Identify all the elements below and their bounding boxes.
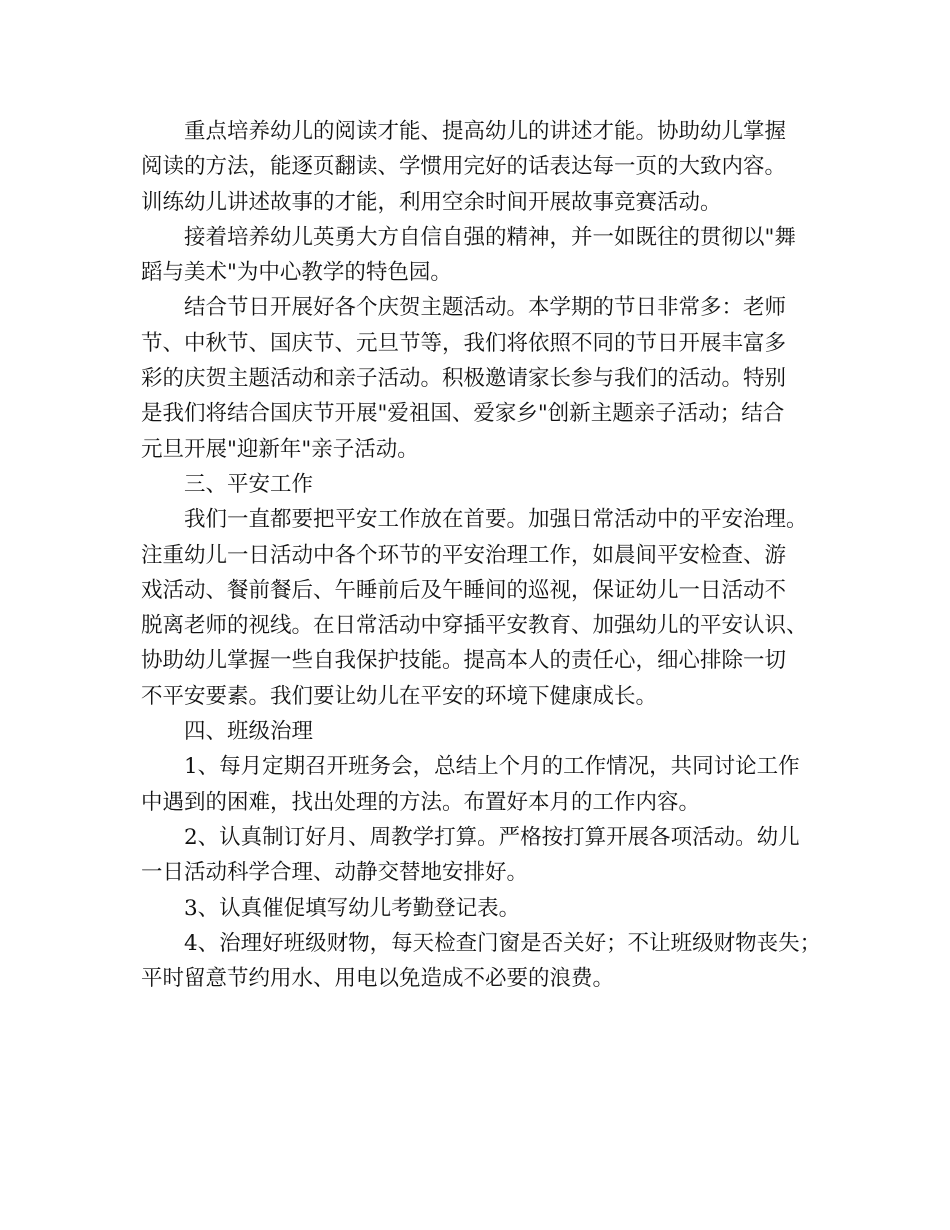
text-line: 2、认真制订好月、周教学打算。严格按打算开展各项活动。幼儿 (184, 824, 800, 850)
text-line: 1、每月定期召开班务会，总结上个月的工作情况，共同讨论工作 (184, 754, 800, 780)
list-item-4 (141, 926, 841, 997)
text-line: 重点培养幼儿的阅读才能、提高幼儿的讲述才能。协助幼儿掌握 (184, 119, 787, 144)
text-line: 彩的庆贺主题活动和亲子活动。积极邀请家长参与我们的活动。特别 (141, 366, 787, 392)
text-line: 3、认真催促填写幼儿考勤登记表。 (184, 895, 521, 921)
text-line: 中遇到的困难，找出处理的方法。布置好本月的工作内容。 (141, 789, 701, 815)
text-line: 不平安要素。我们要让幼儿在平安的环境下健康成长。 (141, 683, 658, 709)
paragraph-reading-skills (141, 114, 841, 220)
paragraph-confidence (141, 220, 841, 291)
text-line: 训练幼儿讲述故事的才能，利用空余时间开展故事竞赛活动。 (141, 189, 722, 215)
text-line: 脱离老师的视线。在日常活动中穿插平安教育、加强幼儿的平安认识、 (141, 613, 808, 639)
text-line: 戏活动、餐前餐后、午睡前后及午睡间的巡视，保证幼儿一日活动不 (141, 577, 787, 603)
text-line: 一日活动科学合理、动静交替地安排好。 (141, 860, 529, 886)
list-item-3 (141, 891, 841, 926)
list-item-2 (141, 820, 841, 891)
text-line: 平时留意节约用水、用电以免造成不必要的浪费。 (141, 966, 615, 992)
list-item-1 (141, 749, 841, 820)
section-heading: 四、班级治理 (184, 719, 314, 745)
section-heading-class-management (141, 714, 841, 749)
text-line: 阅读的方法，能逐页翻读、学惯用完好的话表达每一页的大致内容。 (141, 154, 787, 180)
text-line: 我们一直都要把平安工作放在首要。加强日常活动中的平安治理。 (184, 507, 808, 533)
text-line: 是我们将结合国庆节开展"爱祖国、爱家乡"创新主题亲子活动；结合 (141, 401, 785, 427)
text-line: 蹈与美术"为中心教学的特色园。 (141, 260, 452, 286)
text-line: 元旦开展"迎新年"亲子活动。 (141, 436, 419, 462)
paragraph-festivals (141, 290, 841, 466)
section-heading: 三、平安工作 (184, 471, 314, 497)
text-line: 4、治理好班级财物，每天检查门窗是否关好；不让班级财物丧失； (184, 930, 822, 956)
section-heading-safety (141, 467, 841, 502)
text-line: 协助幼儿掌握一些自我保护技能。提高本人的责任心，细心排除一切 (141, 648, 787, 674)
text-line: 结合节日开展好各个庆贺主题活动。本学期的节日非常多：老师 (184, 295, 787, 321)
paragraph-safety (141, 502, 841, 714)
text-line: 接着培养幼儿英勇大方自信自强的精神，并一如既往的贯彻以"舞 (184, 224, 796, 250)
document-page (141, 114, 841, 996)
text-line: 节、中秋节、国庆节、元旦节等，我们将依照不同的节日开展丰富多 (141, 330, 787, 356)
text-line: 注重幼儿一日活动中各个环节的平安治理工作，如晨间平安检查、游 (141, 542, 787, 568)
